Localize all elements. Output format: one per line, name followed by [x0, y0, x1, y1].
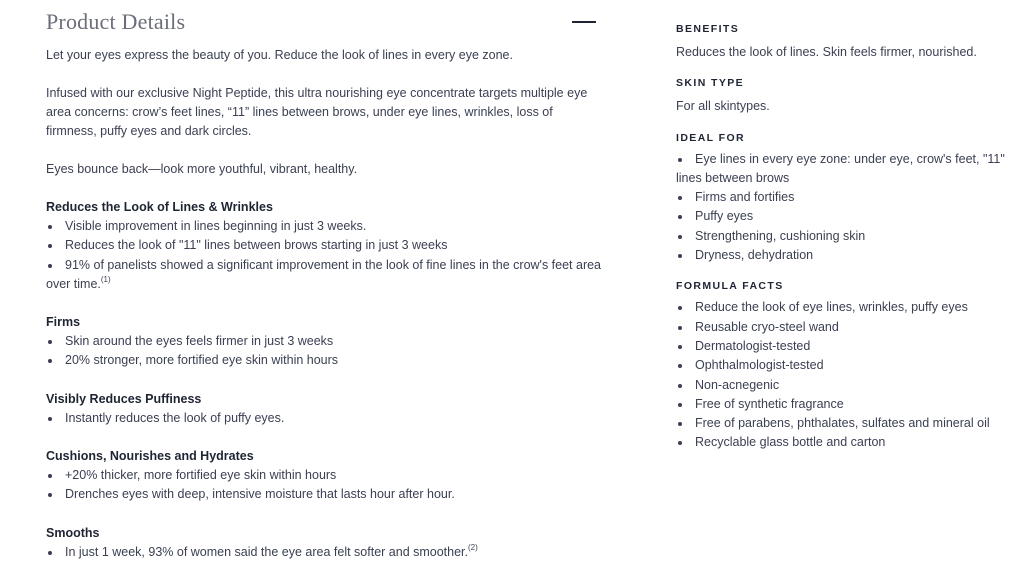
list-item: Skin around the eyes feels firmer in just 3 weeks: [46, 332, 606, 351]
ideal-for-list: [676, 150, 1006, 266]
bullet-list: [46, 332, 606, 371]
list-item: Puffy eyes: [676, 207, 1006, 226]
list-item: +20% thicker, more fortified eye skin within hours: [46, 466, 606, 485]
list-item: Free of synthetic fragrance: [676, 395, 1006, 414]
list-item: Recyclable glass bottle and carton: [676, 433, 1006, 452]
list-item: Visible improvement in lines beginning in just 3 weeks.: [46, 217, 606, 236]
section-smooths: [46, 524, 606, 562]
list-item: Ophthalmologist-tested: [676, 356, 1006, 375]
skin-type-block: [676, 74, 1006, 116]
intro-paragraph: Infused with our exclusive Night Peptide, this ultra nourishing eye concentrate targets multiple eye area concerns: crow’s feet lines, “11” lines between brows, under eye lines, wrinkles, loss of firmness, puffy eyes and dark circles.: [46, 86, 588, 138]
list-item: In just 1 week, 93% of women said the eye area felt softer and smoother.$^{(2)}$: [46, 543, 606, 562]
section-cushions: [46, 447, 606, 505]
list-item: Free of parabens, phthalates, sulfates and mineral oil: [676, 414, 1006, 433]
formula-facts-block: [676, 277, 1006, 452]
product-attributes: [676, 20, 1006, 453]
list-item: Drenches eyes with deep, intensive moisture that lasts hour after hour.: [46, 485, 606, 504]
intro-paragraph: Let your eyes express the beauty of you. Reduce the look of lines in every eye zone.: [46, 48, 513, 62]
section-heading: Visibly Reduces Puffiness: [46, 391, 202, 406]
skin-type-text: For all skintypes.: [676, 99, 770, 114]
list-item: Reduce the look of eye lines, wrinkles, puffy eyes: [676, 298, 1006, 317]
footnote-ref: (1): [100, 274, 111, 284]
product-details-main: [46, 8, 606, 562]
section-heading: Smooths: [46, 525, 100, 540]
skin-type-heading: SKIN TYPE: [676, 77, 745, 90]
section-heading: Reduces the Look of Lines & Wrinkles: [46, 200, 273, 214]
list-item: Instantly reduces the look of puffy eyes.: [46, 409, 606, 428]
benefits-block: [676, 20, 1006, 62]
list-item: Firms and fortifies: [676, 188, 1006, 207]
list-item: Dermatologist-tested: [676, 337, 1006, 356]
list-item: Non-acnegenic: [676, 376, 1006, 395]
section-firms: [46, 313, 606, 371]
benefits-text: Reduces the look of lines. Skin feels firmer, nourished.: [676, 45, 977, 59]
list-item: Reduces the look of "11" lines between brows starting in just 3 weeks: [46, 236, 606, 255]
bullet-list: [46, 466, 606, 505]
section-puffiness: [46, 390, 606, 428]
list-item: Dryness, dehydration: [676, 246, 1006, 265]
benefits-heading: BENEFITS: [676, 23, 740, 35]
section-heading: Cushions, Nourishes and Hydrates: [46, 449, 254, 464]
list-item: 20% stronger, more fortified eye skin within hours: [46, 351, 606, 370]
footnote-ref: (2): [468, 542, 478, 552]
ideal-for-block: [676, 129, 1006, 266]
list-item: Reusable cryo-steel wand: [676, 318, 1006, 337]
formula-facts-heading: FORMULA FACTS: [676, 280, 784, 293]
section-heading: Firms: [46, 315, 81, 330]
list-item: 91% of panelists showed a significant improvement in the look of fine lines in the crow's feet area over time.$^{(1)}$: [46, 256, 606, 295]
page-title: Product Details: [46, 9, 186, 34]
bullet-list: [46, 409, 606, 428]
list-item: Strengthening, cushioning skin: [676, 227, 1006, 246]
bullet-list: [46, 217, 606, 294]
list-item: Eye lines in every eye zone: under eye, crow's feet, "11" lines between brows: [676, 150, 1006, 189]
intro-paragraph: Eyes bounce back—look more youthful, vibrant, healthy.: [46, 162, 358, 176]
formula-facts-list: [676, 298, 1006, 452]
section-lines-wrinkles: [46, 198, 606, 294]
bullet-list: [46, 543, 606, 562]
minus-icon[interactable]: [572, 21, 596, 23]
ideal-for-heading: IDEAL FOR: [676, 131, 745, 144]
